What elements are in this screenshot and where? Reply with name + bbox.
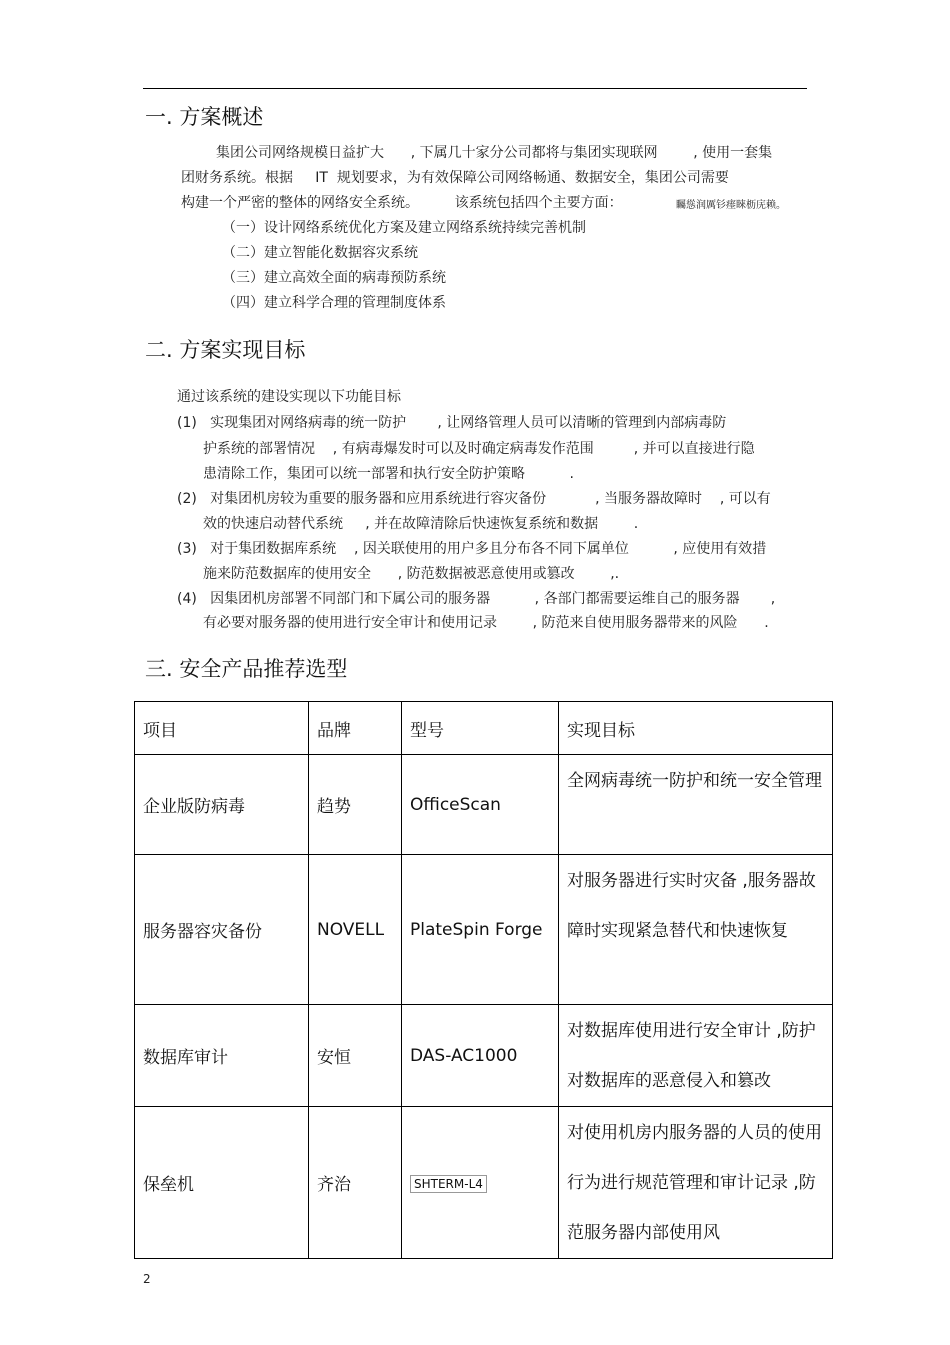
table-row <box>135 755 833 855</box>
page-number: 2 <box>143 1272 151 1286</box>
table-row <box>135 855 833 1005</box>
goals-line-6: (3) 对于集团数据库系统 , 因关联使用的用户多且分布各不同下属单位 , 应使用有效措 <box>177 541 767 557</box>
cell-model: DAS-AC1000 <box>402 1005 559 1107</box>
header-model: 型号 <box>402 702 559 755</box>
overview-line-3: 构建一个严密的整体的网络安全系统。 该系统包括四个主要方面： <box>181 195 623 211</box>
overview-garbled-text: 矚慫润厲钐瘗睞枥庑赖。 <box>676 200 786 211</box>
header-item: 项目 <box>135 702 309 755</box>
section-1-title: 一. 方案概述 <box>145 105 264 129</box>
cell-model <box>402 1107 559 1259</box>
overview-line-2: 团财务系统。根据 IT 规划要求，为有效保障公司网络畅通、数据安全，集团公司需要 <box>181 170 729 186</box>
cell-item: 数据库审计 <box>135 1005 309 1107</box>
cell-item: 服务器容灾备份 <box>135 855 309 1005</box>
cell-brand: 趋势 <box>309 755 402 855</box>
overview-item-1: （一）设计网络系统优化方案及建立网络系统持续完善机制 <box>222 220 586 236</box>
cell-brand: 齐治 <box>309 1107 402 1259</box>
goals-line-9: 有必要对服务器的使用进行安全审计和使用记录 , 防范来自使用服务器带来的风险 . <box>203 615 769 631</box>
goals-intro: 通过该系统的建设实现以下功能目标 <box>177 389 401 405</box>
goals-line-1: (1) 实现集团对网络病毒的统一防护 , 让网络管理人员可以清晰的管理到内部病毒防 <box>177 415 727 431</box>
cell-model: PlateSpin Forge <box>402 855 559 1005</box>
section-3-title: 三. 安全产品推荐选型 <box>145 657 348 681</box>
cell-target: 对使用机房内服务器的人员的使用行为进行规范管理和审计记录 ,防范服务器内部使用风 <box>559 1107 833 1259</box>
header-rule <box>143 88 807 89</box>
table-header-row <box>135 702 833 755</box>
product-table <box>134 701 833 1259</box>
goals-line-8: (4) 因集团机房部署不同部门和下属公司的服务器 , 各部门都需要运维自己的服务器 , <box>177 591 776 607</box>
header-brand: 品牌 <box>309 702 402 755</box>
goals-line-2: 护系统的部署情况 , 有病毒爆发时可以及时确定病毒发作范围 , 并可以直接进行隐 <box>203 441 755 457</box>
cell-target: 对服务器进行实时灾备 ,服务器故障时实现紧急替代和快速恢复 <box>559 855 833 1005</box>
cell-brand: 安恒 <box>309 1005 402 1107</box>
goals-line-7: 施来防范数据库的使用安全 , 防范数据被恶意使用或篡改 ,. <box>203 566 620 582</box>
overview-item-4: （四）建立科学合理的管理制度体系 <box>222 295 446 311</box>
overview-item-3: （三）建立高效全面的病毒预防系统 <box>222 270 446 286</box>
goals-line-3: 患清除工作，集团可以统一部署和执行安全防护策略 . <box>203 466 574 482</box>
goals-line-5: 效的快速启动替代系统 , 并在故障清除后快速恢复系统和数据 . <box>203 516 639 532</box>
cell-brand: NOVELL <box>309 855 402 1005</box>
goals-line-4: (2) 对集团机房较为重要的服务器和应用系统进行容灾备份 , 当服务器故障时 , 可以有 <box>177 491 771 507</box>
cell-model: OfficeScan <box>402 755 559 855</box>
cell-target: 对数据库使用进行安全审计 ,防护对数据库的恶意侵入和篡改 <box>559 1005 833 1107</box>
table-row <box>135 1005 833 1107</box>
model-label-boxed: SHTERM-L4 <box>410 1175 487 1193</box>
overview-line-1: 集团公司网络规模日益扩大 , 下属几十家分公司都将与集团实现联网 , 使用一套集 <box>216 145 773 161</box>
header-target: 实现目标 <box>559 702 833 755</box>
cell-target: 全网病毒统一防护和统一安全管理 <box>559 755 833 855</box>
cell-item: 企业版防病毒 <box>135 755 309 855</box>
table-row <box>135 1107 833 1259</box>
section-2-title: 二. 方案实现目标 <box>145 338 306 362</box>
overview-item-2: （二）建立智能化数据容灾系统 <box>222 245 418 261</box>
cell-item: 保垒机 <box>135 1107 309 1259</box>
